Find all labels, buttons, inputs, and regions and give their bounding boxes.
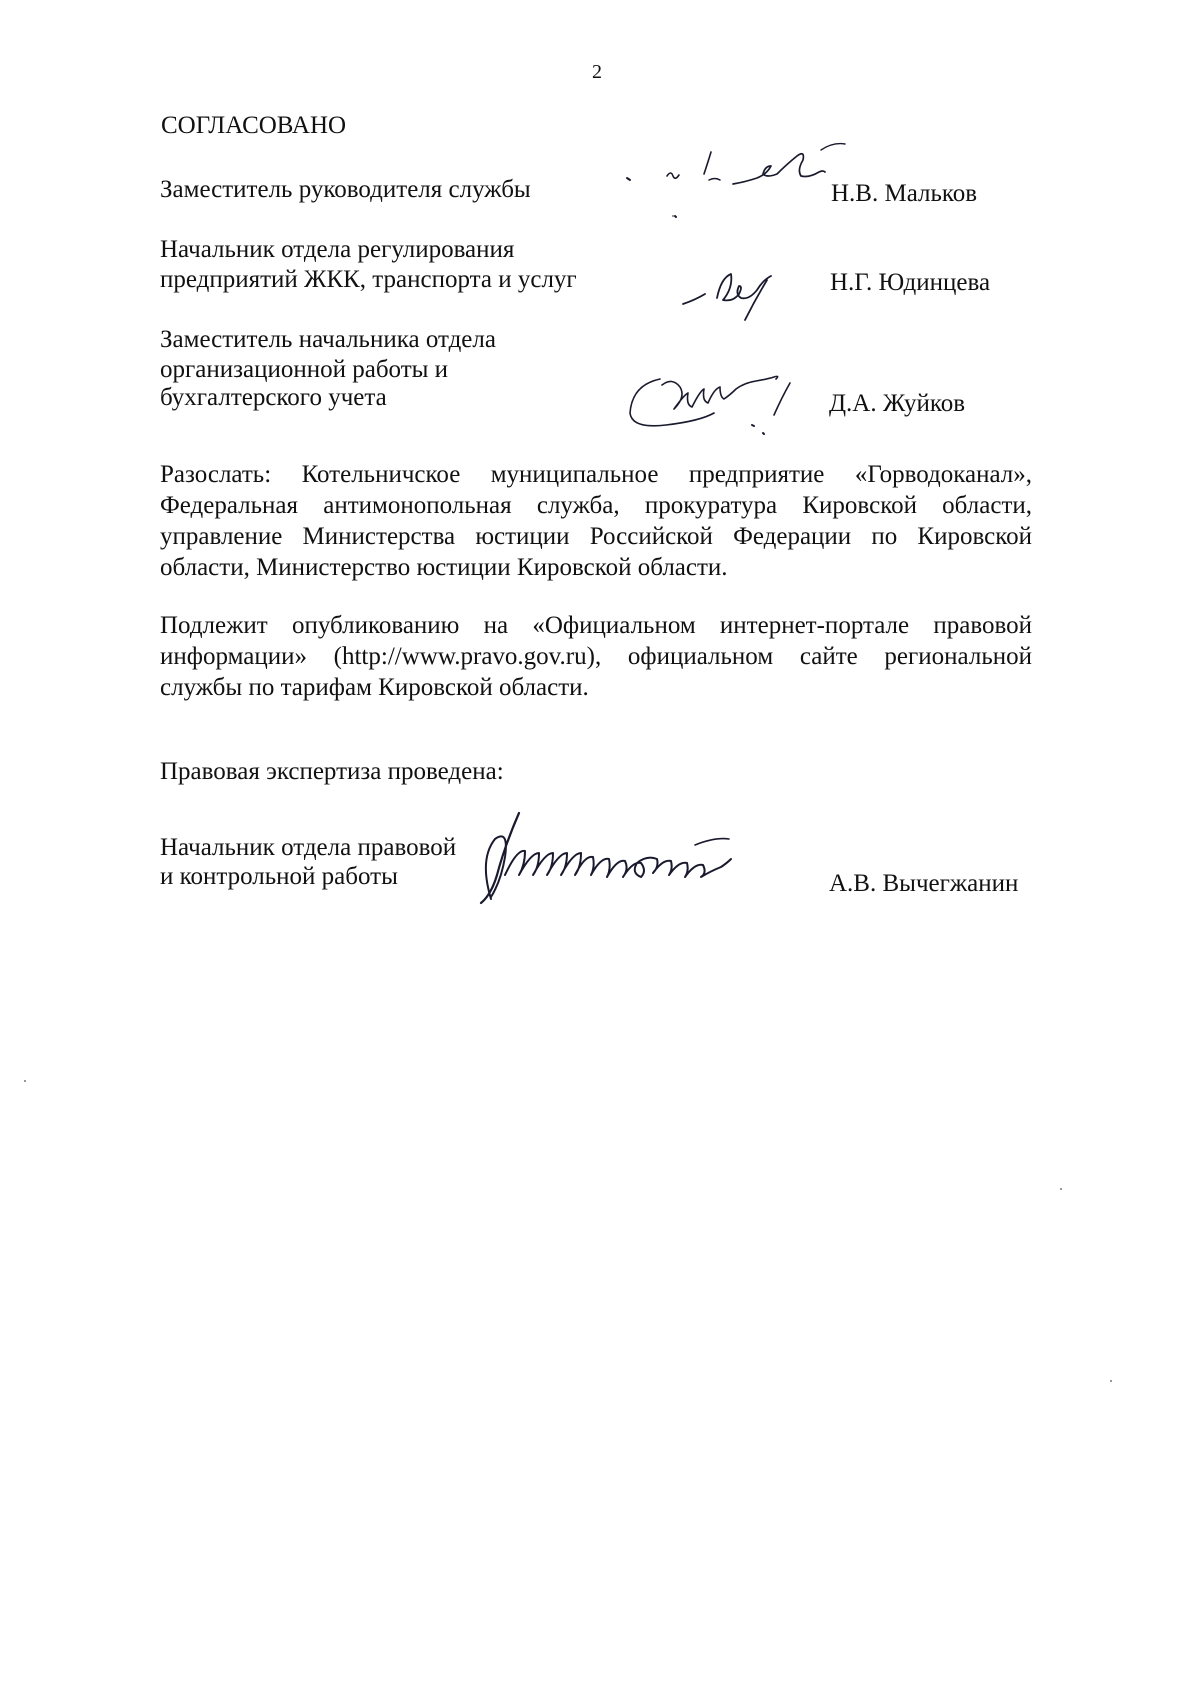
distribution-paragraph: Разослать: Котельничское муниципальное предприятие «Горводоканал», Федеральная антимонопольная служба, прокуратура Кировской области, управление Министерства юстиции Российской Федерации по Кировской области, Министерство юстиции Кировской области. [160, 461, 1032, 581]
approval-heading: СОГЛАСОВАНО [161, 112, 347, 139]
legal-reviewer-name: А.В. Вычегжанин [829, 870, 1019, 897]
signatory-name: Д.А. Жуйков [829, 390, 966, 417]
legal-reviewer-position: и контрольной работы [160, 863, 398, 890]
scan-speck [672, 215, 674, 217]
signatory-position: предприятий ЖКК, транспорта и услуг [160, 266, 577, 293]
legal-review-heading: Правовая экспертиза проведена: [160, 758, 504, 785]
scan-speck [1060, 1188, 1062, 1190]
page-number: 2 [592, 61, 602, 83]
signature-vychegzhanin [455, 805, 825, 910]
signature-zhuykov [620, 365, 820, 440]
publication-paragraph: Подлежит опубликованию на «Официальном интернет-портале правовой информации» (http://www.pravo.gov.ru), официальном сайте региональной службы по тарифам Кировской области. [160, 612, 1032, 701]
signature-yudintseva [675, 258, 805, 328]
signatory-position: бухгалтерского учета [160, 384, 387, 411]
scan-speck [24, 1080, 26, 1082]
signatory-position: Начальник отдела регулирования [160, 236, 515, 263]
signatory-position: Заместитель руководителя службы [160, 176, 531, 203]
signatory-name: Н.Г. Юдинцева [830, 269, 991, 296]
legal-reviewer-position: Начальник отдела правовой [160, 834, 457, 861]
signatory-position: Заместитель начальника отдела [160, 326, 496, 353]
signature-malkov [615, 130, 860, 225]
scan-speck [1110, 1380, 1112, 1382]
signatory-name: Н.В. Мальков [831, 180, 978, 207]
signatory-position: организационной работы и [160, 356, 449, 383]
